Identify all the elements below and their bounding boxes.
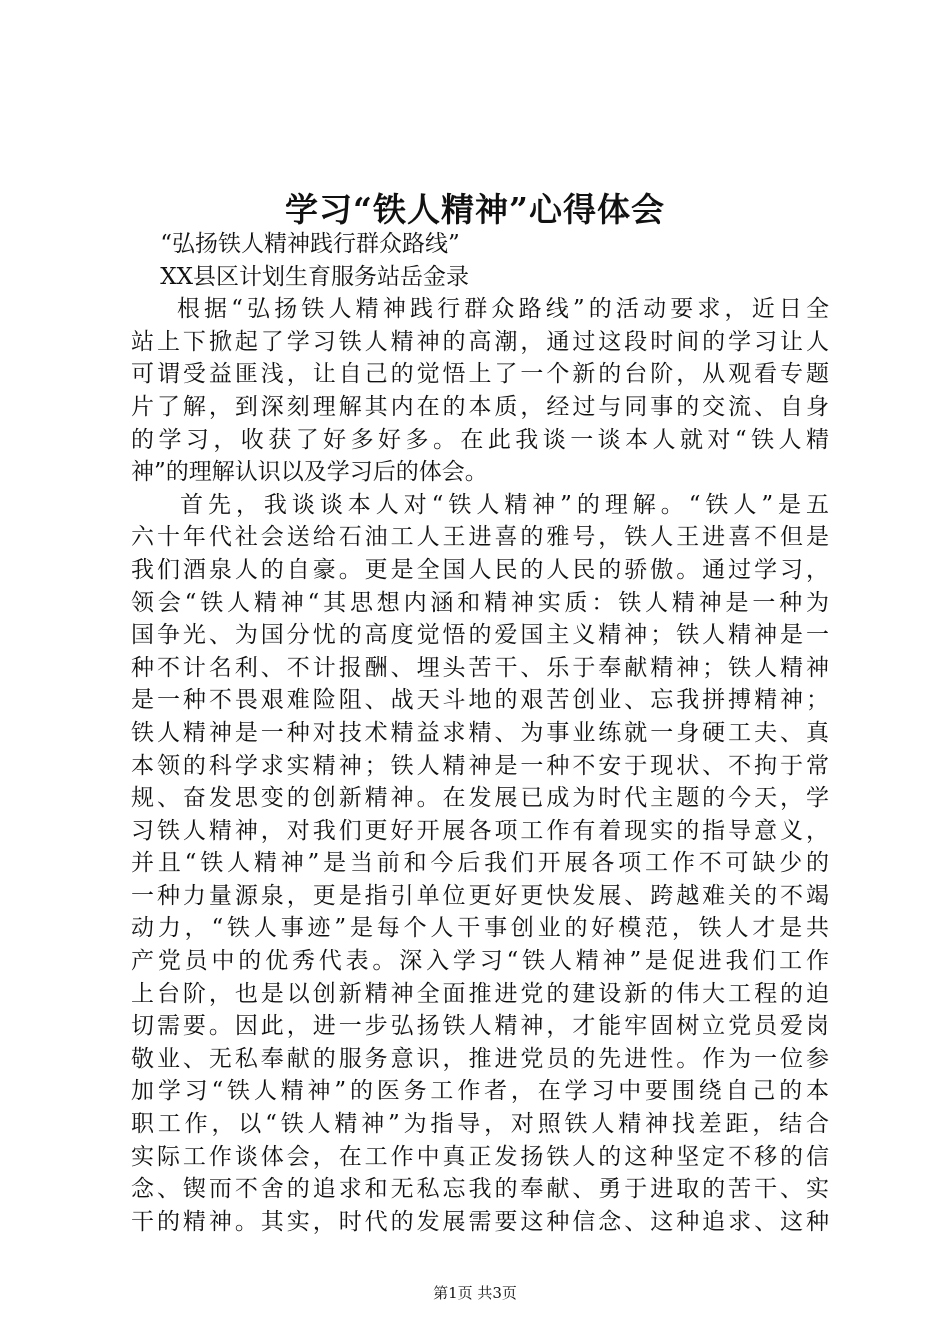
body-line: 片了解，到深刻理解其内在的本质，经过与同事的交流、自身 bbox=[131, 393, 829, 420]
body-line: 本领的科学求实精神；铁人精神是一种不安于现状、不拘于常 bbox=[131, 752, 829, 779]
body-line: 根据“弘扬铁人精神践行群众路线”的活动要求，近日全 bbox=[131, 296, 829, 323]
body-line: 规、奋发思变的创新精神。在发展已成为时代主题的今天，学 bbox=[131, 785, 829, 812]
page-footer: 第1页 共3页 bbox=[433, 1284, 517, 1302]
body-line: 习铁人精神，对我们更好开展各项工作有着现实的指导意义， bbox=[131, 817, 829, 844]
body-line: 一种力量源泉，更是指引单位更好更快发展、跨越难关的不竭 bbox=[131, 882, 829, 909]
body-line: 动力，“铁人事迹”是每个人干事创业的好模范，铁人才是共 bbox=[131, 915, 829, 942]
body-line: 产党员中的优秀代表。深入学习“铁人精神”是促进我们工作 bbox=[131, 948, 829, 975]
body-line: 种不计名利、不计报酬、埋头苦干、乐于奉献精神；铁人精神 bbox=[131, 654, 829, 681]
body-line: 铁人精神是一种对技术精益求精、为事业练就一身硬工夫、真 bbox=[131, 719, 829, 746]
document-body bbox=[131, 228, 829, 1238]
body-line: 我们酒泉人的自豪。更是全国人民的人民的骄傲。通过学习， bbox=[131, 556, 829, 583]
body-line: 的学习，收获了好多好多。在此我谈一谈本人就对“铁人精 bbox=[131, 426, 829, 453]
body-line: 干的精神。其实，时代的发展需要这种信念、这种追求、这种 bbox=[131, 1208, 829, 1235]
body-line: 领会“铁人精神“其思想内涵和精神实质：铁人精神是一种为 bbox=[131, 589, 829, 616]
body-line: 站上下掀起了学习铁人精神的高潮，通过这段时间的学习让人 bbox=[131, 328, 829, 355]
body-line: 六十年代社会送给石油工人王进喜的雅号，铁人王进喜不但是 bbox=[131, 524, 829, 551]
body-line: 国争光、为国分忧的高度觉悟的爱国主义精神；铁人精神是一 bbox=[131, 622, 829, 649]
body-line: 敬业、无私奉献的服务意识，推进党员的先进性。作为一位参 bbox=[131, 1045, 829, 1072]
body-line: 念、锲而不舍的追求和无私忘我的奉献、勇于进取的苦干、实 bbox=[131, 1176, 829, 1203]
body-line: 上台阶，也是以创新精神全面推进党的建设新的伟大工程的迫 bbox=[131, 980, 829, 1007]
body-line: 并且“铁人精神”是当前和今后我们开展各项工作不可缺少的 bbox=[131, 850, 829, 877]
body-line: 加学习“铁人精神”的医务工作者，在学习中要围绕自己的本 bbox=[131, 1078, 829, 1105]
body-line: 实际工作谈体会，在工作中真正发扬铁人的这种坚定不移的信 bbox=[131, 1143, 829, 1170]
body-line: 职工作，以“铁人精神”为指导，对照铁人精神找差距，结合 bbox=[131, 1111, 829, 1138]
body-line: 首先，我谈谈本人对“铁人精神”的理解。“铁人”是五 bbox=[131, 491, 829, 518]
document-title: 学习“铁人精神”心得体会 bbox=[285, 190, 665, 229]
body-line: XX县区计划生育服务站岳金录 bbox=[131, 263, 469, 290]
body-line: 可谓受益匪浅，让自己的觉悟上了一个新的台阶，从观看专题 bbox=[131, 361, 829, 388]
body-line: 神”的理解认识以及学习后的体会。 bbox=[131, 459, 488, 486]
body-line: 切需要。因此，进一步弘扬铁人精神，才能牢固树立党员爱岗 bbox=[131, 1013, 829, 1040]
body-line: “弘扬铁人精神践行群众路线” bbox=[131, 231, 460, 257]
body-line: 是一种不畏艰难险阻、战天斗地的艰苦创业、忘我拼搏精神； bbox=[131, 687, 829, 714]
